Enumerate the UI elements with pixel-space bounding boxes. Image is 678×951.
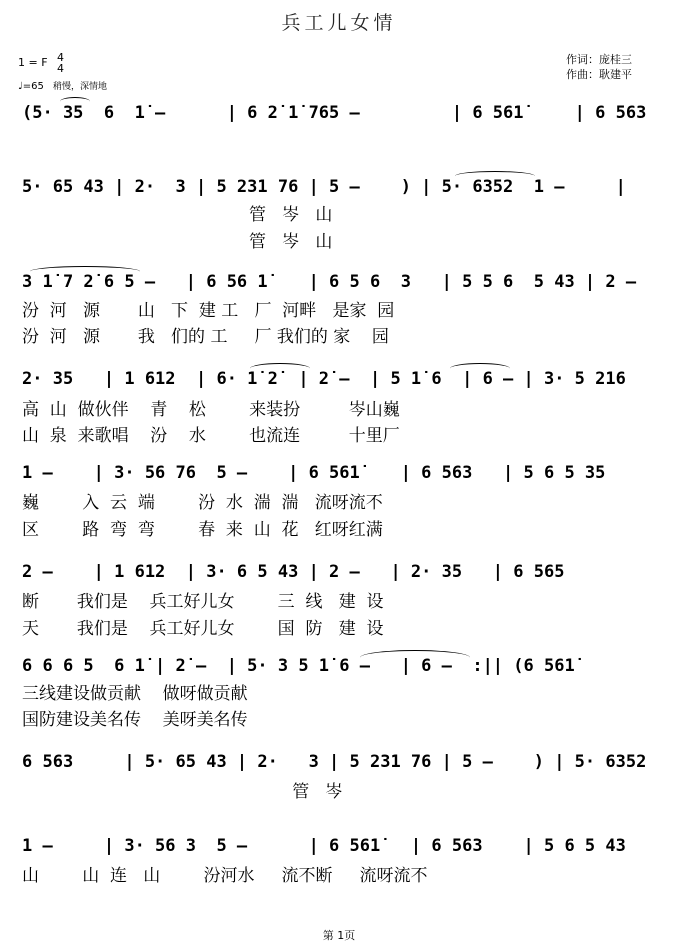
composer-credit: 作曲：耿建平 [566,68,632,81]
tempo-bpm: ♩=65 [18,81,44,92]
lyricist-credit: 作词：庞桂三 [566,53,632,66]
stave-7-lyric-1: 三线建设做贡献 做呀做贡献 [22,684,248,704]
stave-8-notes: 6 563 | 5· 65 43 | 2· 3 | 5 231 76 | 5 – ) | 5· 6352 [22,752,647,772]
stave-5-notes: 1 – | 3· 56 76 5 – | 6 561̇ | 6 563 | 5 6 5 35 [22,463,606,483]
stave-4-lyric-1: 高 山 做伙伴 青 松 来装扮 岑山巍 [22,400,400,420]
page-number: 第 1页 [322,929,356,942]
song-title: 兵工儿女情 [281,12,397,34]
stave-9-notes: 1 – | 3· 56 3 5 – | 6 561̇ | 6 563 | 5 6 5 43 [22,836,626,856]
stave-6-notes: 2 – | 1 612 | 3· 6 5 43 | 2 – | 2· 35 | 6 565 [22,562,565,582]
stave-7-notes: 6 6 6 5 6 1̇ | 2̇ – | 5· 3 5 1̇ 6 – | 6 – :|| (6 561̇ [22,656,575,676]
tempo-marking: 稍慢，深情地 [53,82,108,92]
slur [450,363,510,374]
stave-3-lyric-1: 汾 河 源 山 下 建 工 厂 河畔 是家 园 [22,301,395,321]
stave-4-lyric-2: 山 泉 来歌唱 汾 水 也流连 十里厂 [22,426,400,446]
slur [60,97,90,106]
stave-5-lyric-2: 区 路 弯 弯 春 来 山 花 红呀红满 [22,520,383,540]
stave-8-lyric-1: 管 岑 [22,782,343,802]
stave-3-notes: 3 1̇ 7 2̇ 6 5 – | 6 56 1̇ | 6 5 6 3 | 5 5 6 5 43 | 2 – [22,272,637,292]
time-signature [57,52,64,74]
stave-2-lyric-1: 管 岑 山 [22,205,333,225]
credits [566,52,632,82]
stave-9-lyric-1: 山 山 连 山 汾河水 流不断 流呀流不 [22,866,428,886]
stave-4-notes: 2· 35 | 1 612 | 6· 1̇ 2̇ | 2̇ – | 5 1̇ 6 | 6 – | 3· 5 216 [22,369,626,389]
stave-1-notes: (5· 35 6 1̇ – | 6 2̇ 1̇ 765 – | 6 561̇ | 6 563 [22,103,647,123]
slur [30,266,140,277]
stave-6-lyric-2: 天 我们是 兵工好儿女 国 防 建 设 [22,619,384,639]
slur [250,363,310,374]
slur [360,650,470,665]
slur [455,171,535,181]
key-signature [18,52,64,74]
time-bottom: 4 [57,62,65,75]
stave-5-lyric-1: 巍 入 云 端 汾 水 湍 湍 流呀流不 [22,493,383,513]
stave-6-lyric-1: 断 我们是 兵工好儿女 三 线 建 设 [22,592,384,612]
stave-3-lyric-2: 汾 河 源 我 们的 工 厂 我们的 家 园 [22,327,389,347]
tempo [18,79,107,92]
stave-2-notes: 5· 65 43 | 2· 3 | 5 231 76 | 5 – ) | 5· 6352 1 – | [22,177,626,197]
key-label: 1 = F [18,56,48,69]
time-top: 4 [57,51,65,64]
stave-7-lyric-2: 国防建设美名传 美呀美名传 [22,710,248,730]
stave-2-lyric-2: 管 岑 山 [22,232,333,252]
